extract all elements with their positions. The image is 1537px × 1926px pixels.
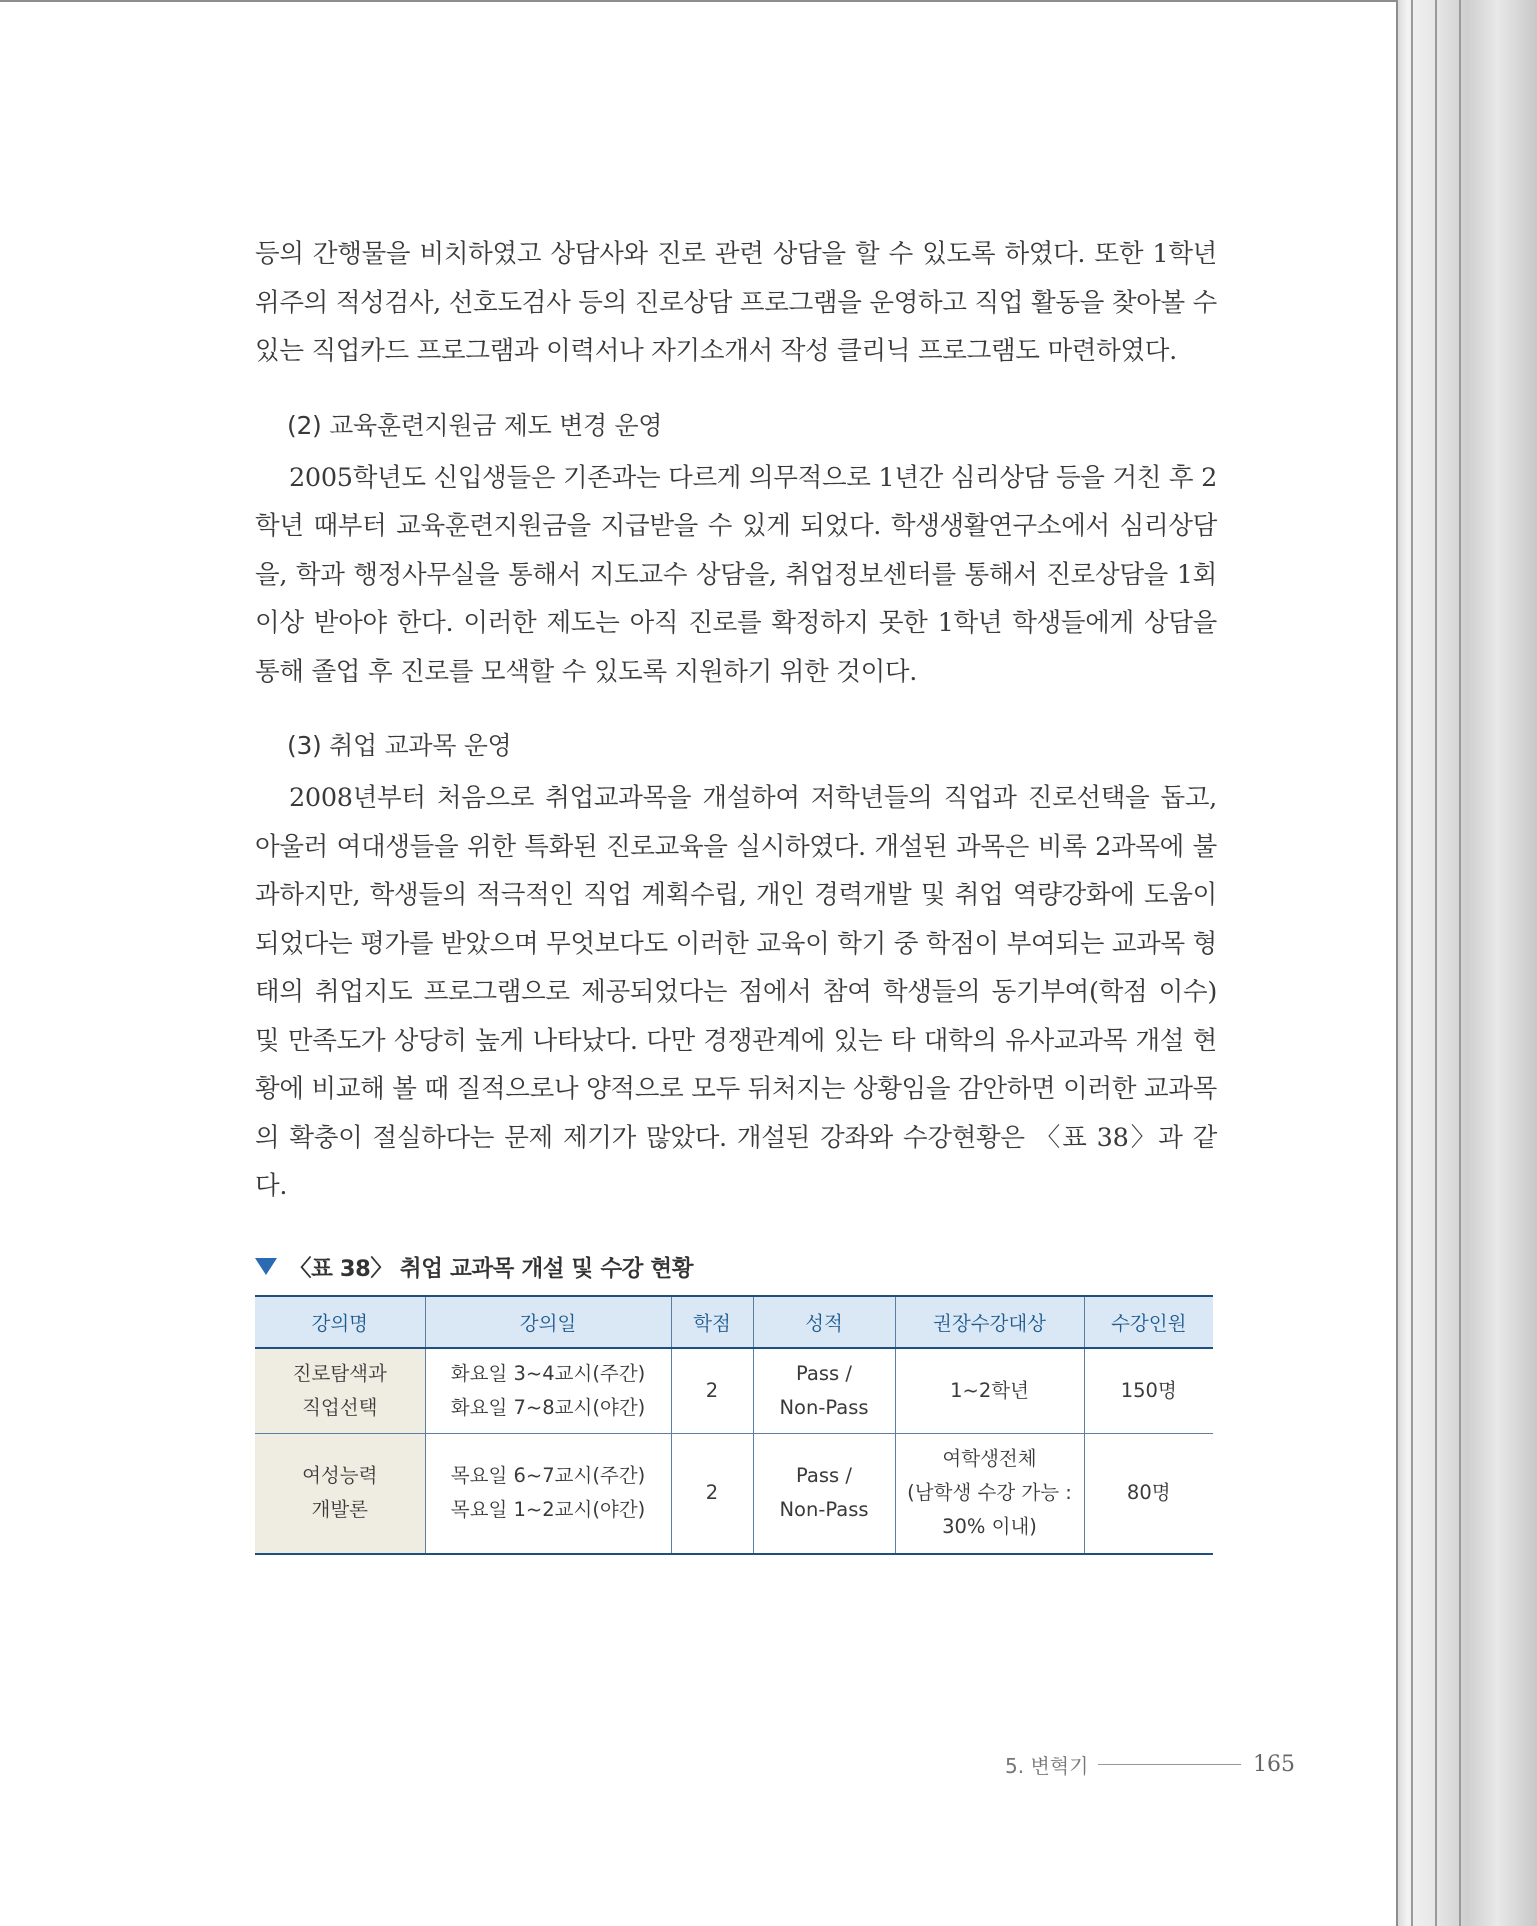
cell-lecture-day: 목요일 6~7교시(주간) 목요일 1~2교시(야간) bbox=[425, 1434, 671, 1554]
table-header-row bbox=[255, 1296, 1213, 1348]
cell-target: 1~2학년 bbox=[895, 1348, 1084, 1434]
header-grade: 성적 bbox=[753, 1296, 895, 1348]
table-row bbox=[255, 1348, 1213, 1434]
page-content bbox=[255, 230, 1217, 1555]
footer-rule bbox=[1098, 1764, 1241, 1765]
table-row bbox=[255, 1434, 1213, 1554]
header-lecture-day: 강의일 bbox=[425, 1296, 671, 1348]
page-footer bbox=[1005, 1750, 1295, 1779]
triangle-down-icon bbox=[255, 1258, 277, 1275]
chapter-label: 5. 변혁기 bbox=[1005, 1754, 1089, 1778]
section-heading-2: (2) 교육훈련지원금 제도 변경 운영 bbox=[287, 410, 663, 440]
cell-lecture-day: 화요일 3~4교시(주간) 화요일 7~8교시(야간) bbox=[425, 1348, 671, 1434]
cell-credit: 2 bbox=[671, 1434, 753, 1554]
section-heading-3: (3) 취업 교과목 운영 bbox=[287, 731, 512, 760]
course-table bbox=[255, 1295, 1213, 1555]
header-enrollment: 수강인원 bbox=[1084, 1296, 1213, 1348]
cell-grade: Pass / Non-Pass bbox=[753, 1434, 895, 1554]
cell-course-name: 진로탐색과 직업선택 bbox=[255, 1348, 425, 1434]
paragraph-2: 2005학년도 신입생들은 기존과는 다르게 의무적으로 1년간 심리상담 등을 거친 후 2학년 때부터 교육훈련지원금을 지급받을 수 있게 되었다. 학생생활연구소에서 심리상담을, 학과 행정사무실을 통해서 지도교수 상담을, 취업정보센터를 통해서 진로상담을 1회 이상 받아야 한다. 이러한 제도는 아직 진로를 확정하지 못한 1학년 학생들에게 상담을 통해 졸업 후 진로를 모색할 수 있도록 지원하기 위한 것이다. bbox=[255, 462, 1217, 687]
cell-enrollment: 150명 bbox=[1084, 1348, 1213, 1434]
cell-grade: Pass / Non-Pass bbox=[753, 1348, 895, 1434]
cell-course-name: 여성능력 개발론 bbox=[255, 1434, 425, 1554]
header-course-name: 강의명 bbox=[255, 1296, 425, 1348]
table-caption-text: 〈표 38〉 취업 교과목 개설 및 수강 현황 bbox=[289, 1255, 694, 1282]
page-number: 165 bbox=[1253, 1752, 1295, 1777]
cell-credit: 2 bbox=[671, 1348, 753, 1434]
cell-target: 여학생전체 (남학생 수강 가능 : 30% 이내) bbox=[895, 1434, 1084, 1554]
header-target: 권장수강대상 bbox=[895, 1296, 1084, 1348]
cell-enrollment: 80명 bbox=[1084, 1434, 1213, 1554]
book-page-edges bbox=[1397, 0, 1537, 1926]
table-caption bbox=[255, 1251, 1217, 1283]
header-credit: 학점 bbox=[671, 1296, 753, 1348]
paragraph-1: 등의 간행물을 비치하였고 상담사와 진로 관련 상담을 할 수 있도록 하였다. 또한 1학년 위주의 적성검사, 선호도검사 등의 진로상담 프로그램을 운영하고 직업 활동을 찾아볼 수 있는 직업카드 프로그램과 이력서나 자기소개서 작성 클리닉 프로그램도 마련하였다. bbox=[255, 239, 1217, 366]
paragraph-3: 2008년부터 처음으로 취업교과목을 개설하여 저학년들의 직업과 진로선택을 돕고, 아울러 여대생들을 위한 특화된 진로교육을 실시하였다. 개설된 과목은 비록 2과목에 불과하지만, 학생들의 적극적인 직업 계획수립, 개인 경력개발 및 취업 역량강화에 도움이 되었다는 평가를 받았으며 무엇보다도 이러한 교육이 학기 중 학점이 부여되는 교과목 형태의 취업지도 프로그램으로 제공되었다는 점에서 참여 학생들의 동기부여(학점 이수) 및 만족도가 상당히 높게 나타났다. 다만 경쟁관계에 있는 타 대학의 유사교과목 개설 현황에 비교해 볼 때 질적으로나 양적으로 모두 뒤처지는 상황임을 감안하면 이러한 교과목의 확충이 절실하다는 문제 제기가 많았다. 개설된 강좌와 수강현황은 〈표 38〉과 같다. bbox=[255, 783, 1217, 1201]
